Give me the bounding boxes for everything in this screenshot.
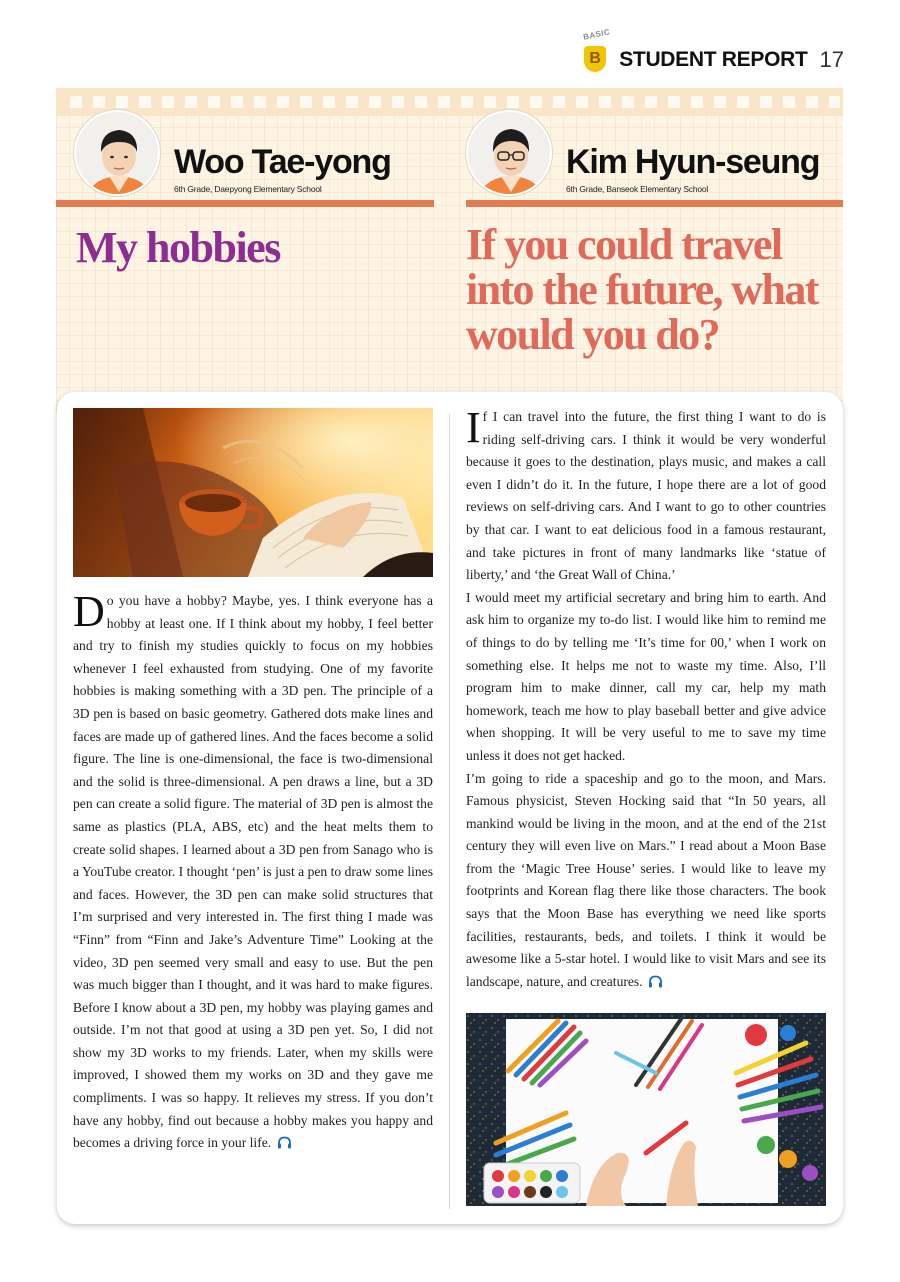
right-article-paragraph: I would meet my artificial secretary and bring him to earth. And ask him to organize my to-do list. I would like him to remind me of things to do by telling me ‘It’s time for 00,’ when I work on something else. It helps me not to waste my time. Also, I’ll program him to make dinner, call my car, help my math homework, teach me how to play baseball better and give advice when shopping. It will be very useful to me to save my time unless it does not get hacked. [466, 589, 826, 763]
headphones-icon [277, 1136, 292, 1149]
column-divider [449, 414, 450, 1209]
boy-portrait-icon [76, 112, 160, 196]
right-article-title: If you could travel into the future, what would you do? [466, 220, 818, 359]
left-article-body [73, 587, 433, 1155]
author-name: Kim Hyun-seung [566, 143, 820, 181]
avatar [466, 110, 552, 196]
avatar [74, 110, 160, 196]
boy-with-glasses-portrait-icon [468, 112, 552, 196]
report-title: STUDENT REPORT [619, 48, 808, 71]
drop-cap: D [73, 587, 105, 636]
author-school: 6th Grade, Daepyong Elementary School [174, 184, 322, 194]
art-supplies-illustration [466, 1013, 826, 1206]
band-squares-decoration [70, 96, 840, 108]
reading-with-tea-illustration [73, 408, 433, 577]
left-author-block [74, 110, 434, 210]
right-accent-rule [466, 200, 843, 207]
reading-photo [73, 408, 433, 577]
basic-logo [581, 27, 612, 74]
right-author-block [466, 110, 844, 210]
right-article-paragraph [466, 403, 826, 587]
author-name: Woo Tae-yong [174, 143, 391, 181]
headphones-icon [648, 975, 663, 988]
page-header [581, 27, 844, 74]
art-supplies-photo [466, 1013, 826, 1206]
right-article-text: f I can travel into the future, the first thing I want to do is riding self-driving cars. I think it would be very wonderful because it goes to the destination, plays music, and makes a call even I didn’t do it. In the future, I hope there are a lot of good reviews on self-driving cars. And I want to go to other countries by that car. I want to eat delicious food in a famous restaurant, and take pictures in front of many landmarks like ‘statue of liberty,’ and ‘the Great Wall of China.’ [466, 409, 826, 583]
drop-cap: I [466, 403, 481, 452]
logo-small-text: BASIC [582, 27, 612, 42]
right-article-paragraph [466, 768, 826, 994]
left-accent-rule [56, 200, 434, 207]
right-article-body [466, 403, 826, 993]
left-article-text: o you have a hobby? Maybe, yes. I think everyone has a hobby at least one. If I think about my hobby, I feel better and try to finish my studies quickly to focus on my hobbies whenever I feel exhausted from studying. One of my favorite hobbies is making something with a 3D pen. The principle of a 3D pen is based on basic geometry. Gathered dots make lines and faces are made up of gathered lines. And the faces become a solid figure. The line is one-dimensional, the face is two-dimensional and the solid is three-dimensional. A pen draws a line, but a 3D pen can create a solid figure. The material of 3D pen is almost the same as plastics (PLA, ABS, etc) and the heat melts them to create solid shapes. I learned about a 3D pen from Sanago who is a YouTube creator. I thought ‘pen’ is just a pen to draw some lines and faces. However, the 3D pen can make solid structures that I’m surprised and very interested in. The first thing I made was “Finn” from “Finn and Jake’s Adventure Time” Looking at the video, 3D pen seemed very small and easy to use. But the pen was much bigger than I thought, and it was hard to make figures. Before I know about a 3D pen, my hobby was playing games and outside. I’m not that good at using a 3D pen yet. So, I did not show my 3D works to my friends. Later, when my skills were improved, I showed them my works on 3D and they gave me compliments. I was so happy. It relieves my stress. If you don’t have any hobby, find out because a hobby makes you happy and becomes a driving force in your life. [73, 593, 433, 1151]
logo-badge: B [584, 46, 606, 72]
left-article-paragraph [73, 587, 433, 1155]
right-article-text: I’m going to ride a spaceship and go to the moon, and Mars. Famous physicist, Steven Hocking said that “In 50 years, all mankind would be living in the moon, and at the end of the 21st century they will even live on Mars.” I read about a Moon Base from the ‘Magic Tree House’ series. I would like to leave my footprints and Korean flag there like those characters. The book says that the Moon Base has everything we need like sports facilities, restaurants, beds, and toilets. I think it would be awesome like a 5-star hotel. I would like to visit Mars and see its landscape, nature, and creatures. [466, 770, 826, 989]
page-number: 17 [819, 47, 844, 72]
author-school: 6th Grade, Banseok Elementary School [566, 184, 709, 194]
left-article-title: My hobbies [76, 223, 280, 272]
